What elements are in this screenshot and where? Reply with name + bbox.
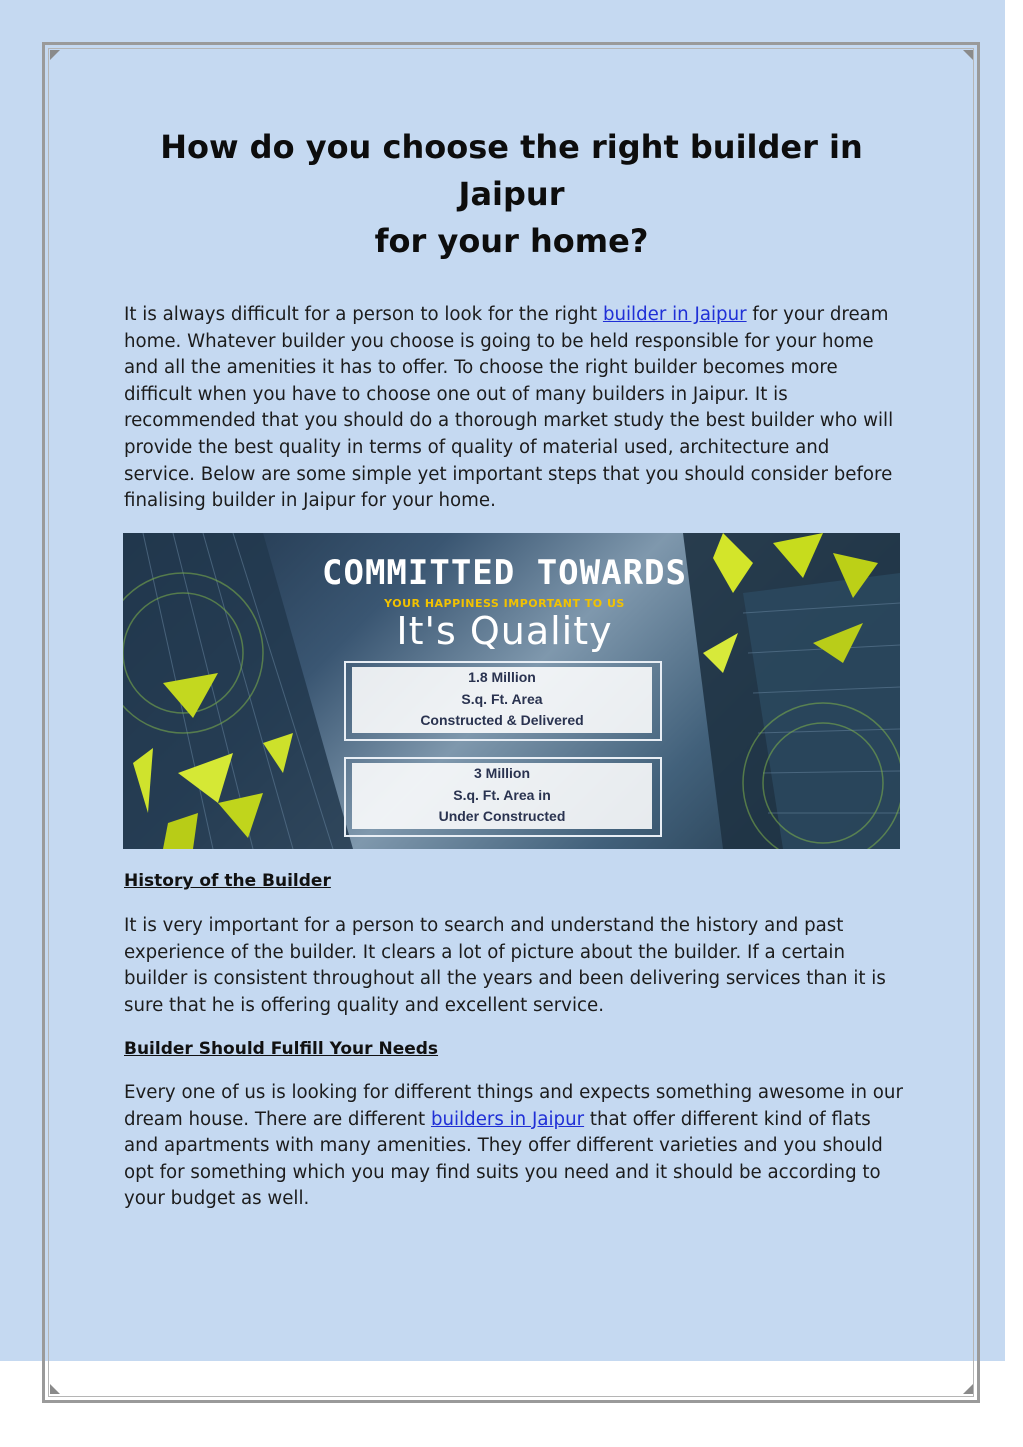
banner-tagline: It's Quality <box>396 609 613 653</box>
stat2-line2: S.q. Ft. Area in <box>453 786 551 803</box>
stat-box-under-construction <box>352 763 652 829</box>
builder-in-jaipur-link[interactable]: builder in Jaipur <box>602 304 747 325</box>
banner-subline: YOUR HAPPINESS IMPORTANT TO US <box>384 597 625 610</box>
needs-text-start: Every one of us is looking for different things and expects something awesome in our dream house. There are different <box>124 1082 903 1130</box>
stat2-line3: Under Constructed <box>438 808 566 824</box>
needs-text-end: that offer different kind of flats and apartments with many amenities. They offer different varieties and you should opt for something which you may find suits you need and it should be according to your budget as well. <box>124 1108 883 1210</box>
builders-in-jaipur-link[interactable]: builders in Jaipur <box>430 1108 585 1130</box>
corner-ornament <box>963 1384 973 1394</box>
page-title <box>120 124 903 265</box>
intro-text-start: It is always difficult for a person to look for the right <box>124 304 603 325</box>
promo-banner-image <box>123 533 900 849</box>
title-line-2: for your home? <box>374 222 649 260</box>
stat1-line2: S.q. Ft. Area <box>461 690 543 707</box>
section-body-needs <box>124 1080 906 1213</box>
section-heading-history: History of the Builder <box>124 871 331 891</box>
section-heading-needs: Builder Should Fulfill Your Needs <box>124 1039 439 1059</box>
stat1-line1: 1.8 Million <box>468 669 536 685</box>
title-line-1: How do you choose the right builder in Jaipur <box>160 128 863 213</box>
corner-ornament <box>50 50 60 60</box>
intro-text-end: for your dream home. Whatever builder you choose is going to be held responsible for your home and all the amenities it has to offer. To choose the right builder becomes more difficult when you have to choose one out of many builders in Jaipur. It is recommended that you should do a thorough market study the best builder who will provide the best quality in terms of quality of material used, architecture and service. Below are some simple yet important steps that you should consider before finalising builder in Jaipur for your home. <box>124 304 894 512</box>
stat-box-delivered <box>352 667 652 733</box>
corner-ornament <box>963 50 973 60</box>
corner-ornament <box>50 1384 60 1394</box>
banner-headline: COMMITTED TOWARDS <box>322 553 687 593</box>
stat1-line3: Constructed & Delivered <box>420 712 584 728</box>
intro-paragraph <box>124 302 906 515</box>
section-body-history: It is very important for a person to search and understand the history and past experience of the builder. It clears a lot of picture about the builder. If a certain builder is consistent throughout all the years and been delivering services than it is sure that he is offering quality and excellent service. <box>124 915 886 1016</box>
stat2-line1: 3 Million <box>474 765 530 781</box>
